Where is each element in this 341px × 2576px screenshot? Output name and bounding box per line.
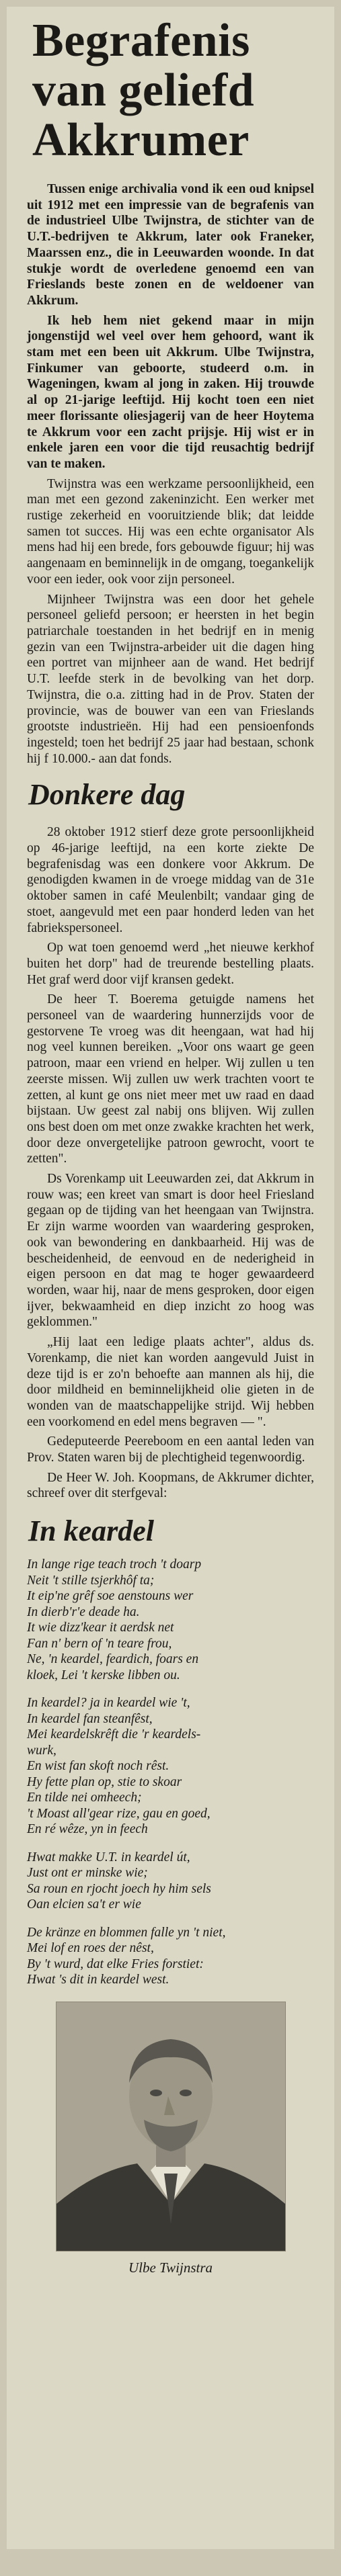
poem-line: In keardel fan steanfêst, [27, 1711, 153, 1726]
poem-line: Mei lof en roes der nêst, [27, 1941, 154, 1956]
poem-line: Ne, 'n keardel, feardich, foars en [27, 1652, 199, 1667]
newspaper-clipping [7, 7, 334, 2549]
intro-paragraph-4: Mijnheer Twijnstra was een door het gehele personeel geliefd persoon; er heersten in het begin patriarchale toestanden in het bedrijf en in menig gezin van een Twijnstra-arbeider uit die dagen hing een portret van mijnheer aan de wand. Het bedrijf U.T. leefde sterk in de bevolking van het dorp. Twijnstra, die o.a. zitting had in de Prov. Staten der provincie, was de bouwer van een van Frieslands grootste industrieën. Hij had een pensioenfonds ingesteld; toen het bedrijf 25 jaar had bestaan, schonk hij f 10.000.- aan dat fonds. [27, 592, 314, 766]
poem-stanza-1 [27, 1557, 314, 1683]
poem-line: By 't wurd, dat elke Fries forstiet: [27, 1957, 204, 1971]
body-paragraph-5: „Hij laat een ledige plaats achter", aldus ds. Vorenkamp, die niet kan worden aangevuld Juist in deze tijd is er zo'n behoefte aan mannen als hij, die door mildheid en beminnelijkheid olie gieten in de wonden van de maatschappelijke strijd. Wij hebben een voorkomend en edel mens begraven — ". [27, 1335, 314, 1429]
poem-line: Sa roun en rjocht joech hy him sels [27, 1881, 211, 1896]
body-paragraph-7: De Heer W. Joh. Koopmans, de Akkrumer dichter, schreef over dit sterfgeval: [27, 1470, 314, 1501]
poem-line: kloek, Lei 't kerske libben ou. [27, 1668, 180, 1682]
poem-line: Neit 't stille tsjerkhôf ta; [27, 1573, 155, 1588]
poem-stanza-4 [27, 1925, 314, 1988]
article-intro [27, 181, 314, 767]
article-body [27, 824, 314, 1502]
body-paragraph-2: Op wat toen genoemd werd „het nieuwe kerkhof buiten het dorp" had de treurende bestelling plaats. Het graf werd door vijf kransen gedekt. [27, 941, 314, 987]
poem-line: De kränze en blommen falle yn 't niet, [27, 1925, 226, 1940]
poem-line: Hy fette plan op, stie to skoar [27, 1774, 182, 1789]
poem-line: Oan elcien sa't er wie [27, 1897, 141, 1912]
intro-paragraph-3: Twijnstra was een werkzame persoonlijkheid, een man met een gezond zakeninzicht. Een werker met rustige zekerheid en vooruitziende blik; dat leidde samen tot succes. Hij was een echte organisator Als mens had hij een brede, fors gebouwde figuur; hij was aangenaam en beminnelijk in de omgang, toegankelijk voor een ieder, ook voor zijn personeel. [27, 476, 314, 587]
section-subhead: Donkere dag [28, 778, 186, 812]
poem-line: Just ont er minske wie; [27, 1866, 148, 1881]
poem-stanza-3 [27, 1850, 314, 1913]
poem-line: En wist fan skoft noch rêst. [27, 1759, 169, 1774]
poem-line: wurk, [27, 1743, 56, 1758]
body-paragraph-4: Ds Vorenkamp uit Leeuwarden zei, dat Akkrum in rouw was; een kreet van smart is door heel Friesland gegaan op de tijding van het heengaan van Twijnstra. Er zijn warme woorden van waardering gesproken, ook van bewondering en dankbaarheid. Hij was de bescheidenheid, de eenvoud en de nederigheid in eigen persoon en dat mag te hoger gewaardeerd worden, waar hij, naar de mens gesproken, door eigen ijver, bekwaamheid en diep inzicht zo hoog was geklommen." [27, 1172, 314, 1330]
poem-line: In keardel? ja in keardel wie 't, [27, 1696, 190, 1711]
portrait-illustration [56, 2002, 285, 2251]
poem-line: In dierb'r'e deade ha. [27, 1604, 140, 1619]
poem-stanza-2 [27, 1695, 314, 1838]
intro-paragraph-2: Ik heb hem niet gekend maar in mijn jongenstijd wel veel over hem gehoord, want ik stam met een been uit Akkrum. Ulbe Twijnstra, Finkumer van geboorte, studeerd o.m. in Wageningen, kwam al jong in zaken. Hij trouwde al op 21-jarige leeftijd. Hij kocht toen een niet meer florissante oliesjagerij van de heer Hoytema te Akkrum voor een zacht prijsje. Hij wist er in enkele jaren een voor die tijd reusachtig bedrijf van te maken. [27, 313, 314, 471]
body-paragraph-6: Gedeputeerde Peereboom en een aantal leden van Prov. Staten waren bij de plechtigheid tegenwoordig. [27, 1434, 314, 1465]
poem-line: 't Moast all'gear rize, gau en goed, [27, 1806, 211, 1821]
poem [27, 1557, 314, 1988]
intro-paragraph-1: Tussen enige archivalia vond ik een oud knipsel uit 1912 met een impressie van de begrafenis van de industrieel Ulbe Twijnstra, de stichter van de U.T.-bedrijven te Akkrum, later ook Franeker, Maarssen enz., die in Leeuwarden woonde. In dat stukje wordt de overledene genoemd een van Frieslands beste zonen en de weldoener van Akkrum. [27, 182, 314, 308]
body-paragraph-3: De heer T. Boerema getuigde namens het personeel van de waardering hunnerzijds voor de gestorvene Te vroeg was dit heengaan, wat had hij nog veel kunnen bereiken. „Voor ons waart ge geen patroon, maar een vriend en helper. Wij zullen u ten zeerste missen. Wij zullen uw werk trachten voort te zetten, al kunt ge ons niet meer met uw raad en daad bijstaan. Uw geest zal nabij ons blijven. Wij zullen ons best doen om met onze zwakke krachten het werk, door deze onvergetelijke patroon gewrocht, voort te zetten". [27, 992, 314, 1166]
poem-line: Hwat makke U.T. in keardel út, [27, 1850, 190, 1864]
poem-line: En ré wêze, yn in feech [27, 1822, 148, 1837]
poem-line: Fan n' bern of 'n teare frou, [27, 1636, 172, 1651]
portrait-photo [56, 2002, 286, 2251]
poem-line: In lange rige teach troch 't doarp [27, 1557, 202, 1572]
poem-line: En tilde nei omheech; [27, 1791, 142, 1805]
poem-title: In keardel [28, 1514, 154, 1548]
headline-line-1: Begrafenis [32, 15, 250, 67]
poem-line: Hwat 's dit in keardel west. [27, 1973, 169, 1987]
poem-line: Mei keardelskrêft die 'r keardels- [27, 1727, 201, 1742]
body-paragraph-1: 28 oktober 1912 stierf deze grote persoonlijkheid op 46-jarige leeftijd, na een korte ziekte De begrafenisdag was een donkere voor Akkrum. De genodigden kwamen in de vroege middag van de 31e oktober samen in café Meulenbilt; vandaar ging de stoet, aangevuld met een paar honderd leden van het fabriekspersoneel. [27, 825, 314, 935]
headline-line-2: van geliefd [32, 65, 255, 116]
photo-caption: Ulbe Twijnstra [128, 2259, 213, 2276]
headline [32, 16, 314, 165]
poem-line: It wie dizz'kear it aerdsk net [27, 1621, 174, 1635]
poem-line: It eip'ne grêf soe aenstouns wer [27, 1589, 194, 1604]
headline-line-3: Akkrumer [32, 114, 250, 166]
